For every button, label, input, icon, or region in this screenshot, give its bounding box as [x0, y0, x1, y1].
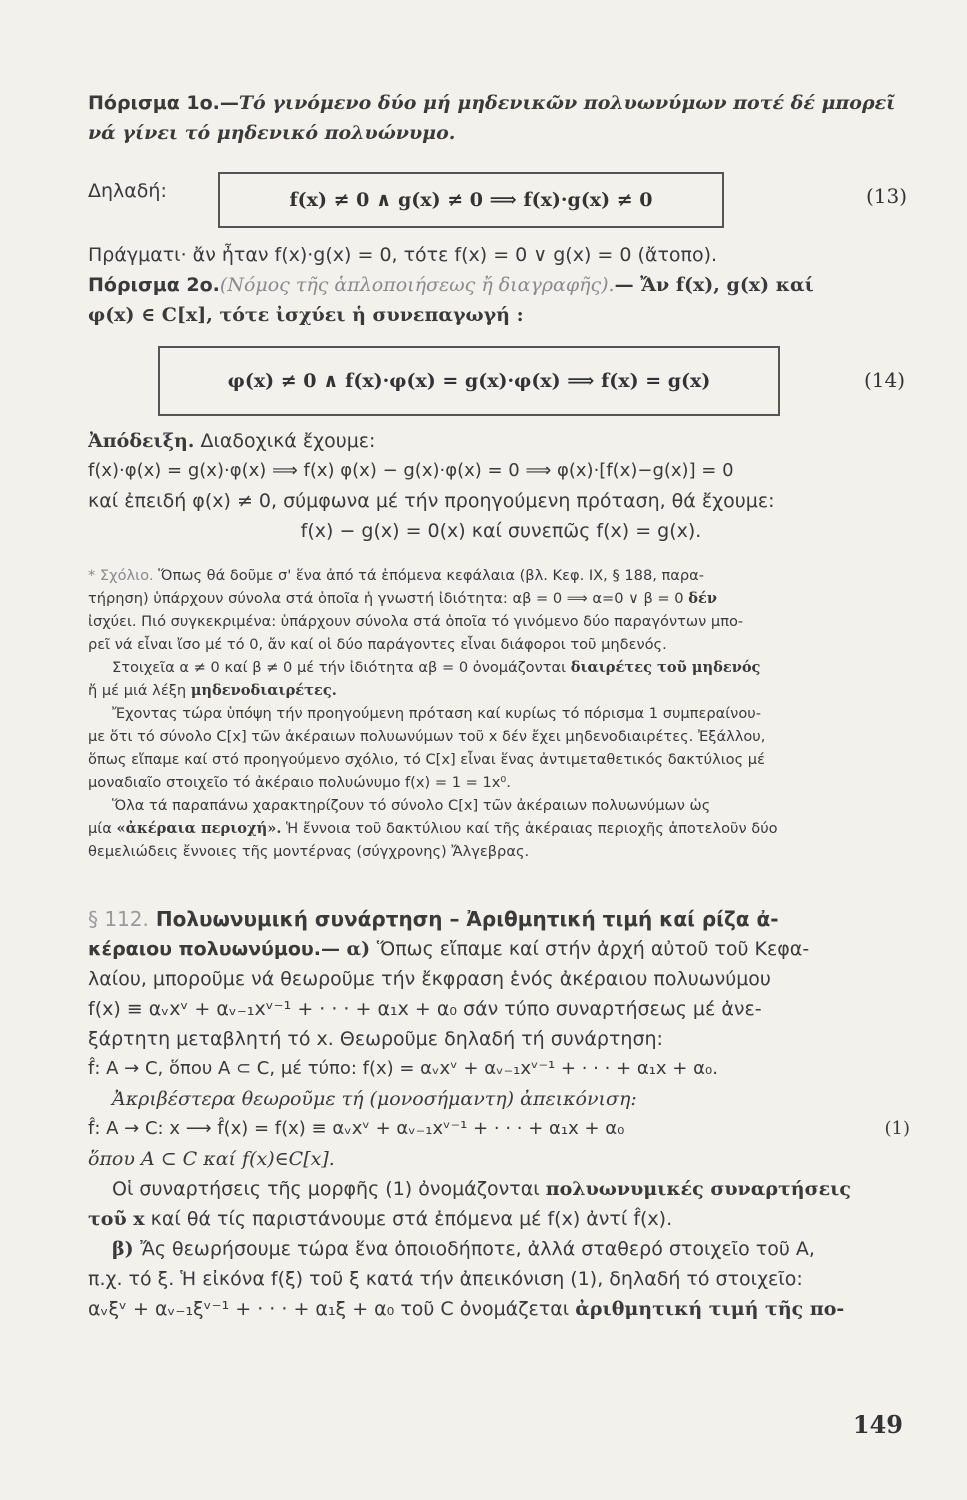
section-mapping: f̂: A → C: x ⟶ f̂(x) = f(x) ≡ αᵥxᵛ + αᵥ₋₁xᵛ⁻¹ + · · · + α₁x + α₀: [88, 1118, 625, 1139]
eq1-number: (1): [884, 1118, 910, 1139]
section-term: τοῦ x: [88, 1208, 145, 1230]
eq13-formula: f(x) ≠ 0 ∧ g(x) ≠ 0 ⟹ f(x)·g(x) ≠ 0: [289, 189, 653, 211]
eq13-number: (13): [866, 184, 908, 208]
section-term: πολυωνυμικές συναρτήσεις: [545, 1178, 851, 1200]
eq14-box: [158, 346, 780, 416]
scholio-line: Ὅπως θά δοῦμε σ' ἕνα ἀπό τά ἑπόμενα κεφάλαια (βλ. Κεφ. IX, § 188, παρα-: [153, 567, 705, 584]
section-text: καί θά τίς παριστάνουμε στά ἑπόμενα μέ f(x) ἀντί f̂(x).: [144, 1208, 673, 1230]
scholio-line: με ὅτι τό σύνολο C[x] τῶν ἀκέραιων πολυωνύμων τοῦ x δέν ἔχει μηδενοδιαιρέτες. Ἐξάλλου,: [88, 728, 766, 745]
scholio-line: μοναδιαῖο στοιχεῖο τό ἀκέραιο πολυώνυμο f(x) = 1 = 1x⁰.: [88, 774, 511, 791]
corollary-1-text: Τό γινόμενο δύο μή μηδενικῶν πολυωνύμων ποτέ δέ μπορεῖ: [238, 92, 896, 114]
scholio-line: Ὅλα τά παραπάνω χαρακτηρίζουν τό σύνολο C[x] τῶν ἀκέραιων πολυωνύμων ὡς: [112, 797, 711, 814]
scholio-line: θεμελιώδεις ἔννοιες τῆς μοντέρνας (σύγχρονης) Ἄλγεβρας.: [88, 843, 530, 860]
section-112: [88, 904, 914, 1324]
section-where: ὅπου A ⊂ C καί f(x)∈C[x].: [88, 1148, 335, 1170]
section-text-italic: Ἀκριβέστερα θεωροῦμε τή (μονοσήμαντη) ἀπεικόνιση:: [112, 1088, 637, 1110]
scholio-term: διαιρέτες τοῦ μηδενός: [570, 659, 761, 676]
scholio: [88, 564, 914, 863]
scholio-term: «ἀκέραια περιοχή».: [116, 820, 282, 837]
eq13-label: Δηλαδή:: [88, 180, 167, 202]
section-text: π.χ. τό ξ. Ἡ εἰκόνα f(ξ) τοῦ ξ κατά τήν ἀπεικόνιση (1), δηλαδή τό στοιχεῖο:: [88, 1268, 803, 1290]
eq13-box: [218, 172, 724, 228]
scholio-line: τήρηση) ὑπάρχουν σύνολα στά ὁποῖα ἡ γνωστή ἰδιότητα: αβ = 0 ⟹ α=0 ∨ β = 0: [88, 590, 689, 607]
section-text: ξάρτητη μεταβλητή τό x. Θεωροῦμε δηλαδή τή συνάρτηση:: [88, 1028, 663, 1050]
corollary-2-title: Πόρισμα 2ο.: [88, 274, 220, 296]
scholio-title: * Σχόλιο.: [88, 567, 154, 584]
section-text: Ὅπως εἴπαμε καί στήν ἀρχή αὐτοῦ τοῦ Κεφα-: [376, 938, 810, 960]
section-title-cont: κέραιου πολυωνύμου.: [88, 938, 321, 960]
scholio-line: μία: [88, 820, 117, 837]
corollary-1-text-cont: νά γίνει τό μηδενικό πολυώνυμο.: [88, 122, 456, 144]
scholio-line: Ἡ ἔννοια τοῦ δακτύλιου καί τῆς ἀκέραιας περιοχῆς ἀποτελοῦν δύο: [281, 820, 778, 837]
section-text: f(x) ≡ αᵥxᵛ + αᵥ₋₁xᵛ⁻¹ + · · · + α₁x + α₀ σάν τύπο συναρτήσεως μέ ἀνε-: [88, 998, 762, 1020]
scholio-term: μηδενοδιαιρέτες.: [190, 682, 337, 699]
eq14-number: (14): [864, 368, 906, 392]
scholio-line: Ἔχοντας τώρα ὑπόψη τήν προηγούμενη πρόταση καί κυρίως τό πόρισμα 1 συμπεραίνου-: [112, 705, 761, 722]
scholio-line: ἤ μέ μιά λέξη: [88, 682, 191, 699]
item-a-marker: — α): [320, 938, 377, 960]
section-number: § 112.: [88, 907, 149, 931]
page-number: 149: [852, 1410, 903, 1439]
corollary-2-subtitle: (Νόμος τῆς ἁπλοποιήσεως ἤ διαγραφῆς).: [219, 274, 615, 296]
corollary-1: [88, 88, 914, 148]
proof-2-derivation: f(x)·φ(x) = g(x)·φ(x) ⟹ f(x) φ(x) − g(x)·φ(x) = 0 ⟹ φ(x)·[f(x)−g(x)] = 0: [88, 460, 734, 481]
item-b-marker: β): [112, 1238, 141, 1260]
scholio-line: ἰσχύει. Πιό συγκεκριμένα: ὑπάρχουν σύνολα στά ὁποῖα τό γινόμενο δύο παραγόντων μπο-: [88, 613, 744, 630]
proof-2-conclusion: f(x) − g(x) = 0(x) καί συνεπῶς f(x) = g(x).: [300, 520, 702, 542]
eq14-formula: φ(x) ≠ 0 ∧ f(x)·φ(x) = g(x)·φ(x) ⟹ f(x) = g(x): [227, 370, 711, 392]
scholio-line: Στοιχεῖα α ≠ 0 καί β ≠ 0 μέ τήν ἰδιότητα αβ = 0 ὀνομάζονται: [112, 659, 571, 676]
section-term: ἀριθμητική τιμή τῆς πο-: [575, 1298, 845, 1320]
proof-2-since: καί ἐπειδή φ(x) ≠ 0, σύμφωνα μέ τήν προηγούμενη πρόταση, θά ἔχουμε:: [88, 490, 775, 512]
proof-2-intro: Διαδοχικά ἔχουμε:: [194, 430, 376, 452]
section-text: Οἱ συναρτήσεις τῆς μορφῆς (1) ὀνομάζονται: [112, 1178, 546, 1200]
proof-2: [88, 426, 914, 546]
section-title: Πολυωνυμική συνάρτηση – Ἀριθμητική τιμή καί ρίζα ἀ-: [148, 907, 779, 931]
scholio-line: ρεῖ νά εἶναι ἴσο μέ τό 0, ἄν καί οἱ δύο παράγοντες εἶναι διάφοροι τοῦ μηδενός.: [88, 636, 667, 653]
corollary-1-title: Πόρισμα 1ο.—: [88, 92, 239, 114]
scholio-line: ὅπως εἴπαμε καί στό προηγούμενο σχόλιο, τό C[x] εἶναι ἕνας ἀντιμεταθετικός δακτύλιος μέ: [88, 751, 765, 768]
scholio-line-emph: δέν: [688, 590, 717, 607]
corollary-2-text-cont: φ(x) ∈ C[x], τότε ἰσχύει ἡ συνεπαγωγή :: [88, 304, 524, 326]
proof-2-title: Ἀπόδειξη.: [88, 430, 195, 452]
corollary-2-block: [88, 240, 914, 330]
section-text: Ἄς θεωρήσουμε τώρα ἕνα ὁποιοδήποτε, ἀλλά σταθερό στοιχεῖο τοῦ A,: [140, 1238, 815, 1260]
section-text: αᵥξᵛ + αᵥ₋₁ξᵛ⁻¹ + · · · + α₁ξ + α₀ τοῦ C ὀνομάζεται: [88, 1298, 576, 1320]
section-formula: f̂: A → C, ὅπου A ⊂ C, μέ τύπο: f(x) = αᵥxᵛ + αᵥ₋₁xᵛ⁻¹ + · · · + α₁x + α₀.: [88, 1058, 718, 1079]
section-text: λαίου, μποροῦμε νά θεωροῦμε τήν ἔκφραση ἑνός ἀκέραιου πολυωνύμου: [88, 968, 771, 990]
corollary-2-text: — Ἄν f(x), g(x) καί: [614, 274, 814, 296]
proof-1: Πράγματι· ἄν ἦταν f(x)·g(x) = 0, τότε f(x) = 0 ∨ g(x) = 0 (ἄτοπο).: [88, 244, 718, 266]
